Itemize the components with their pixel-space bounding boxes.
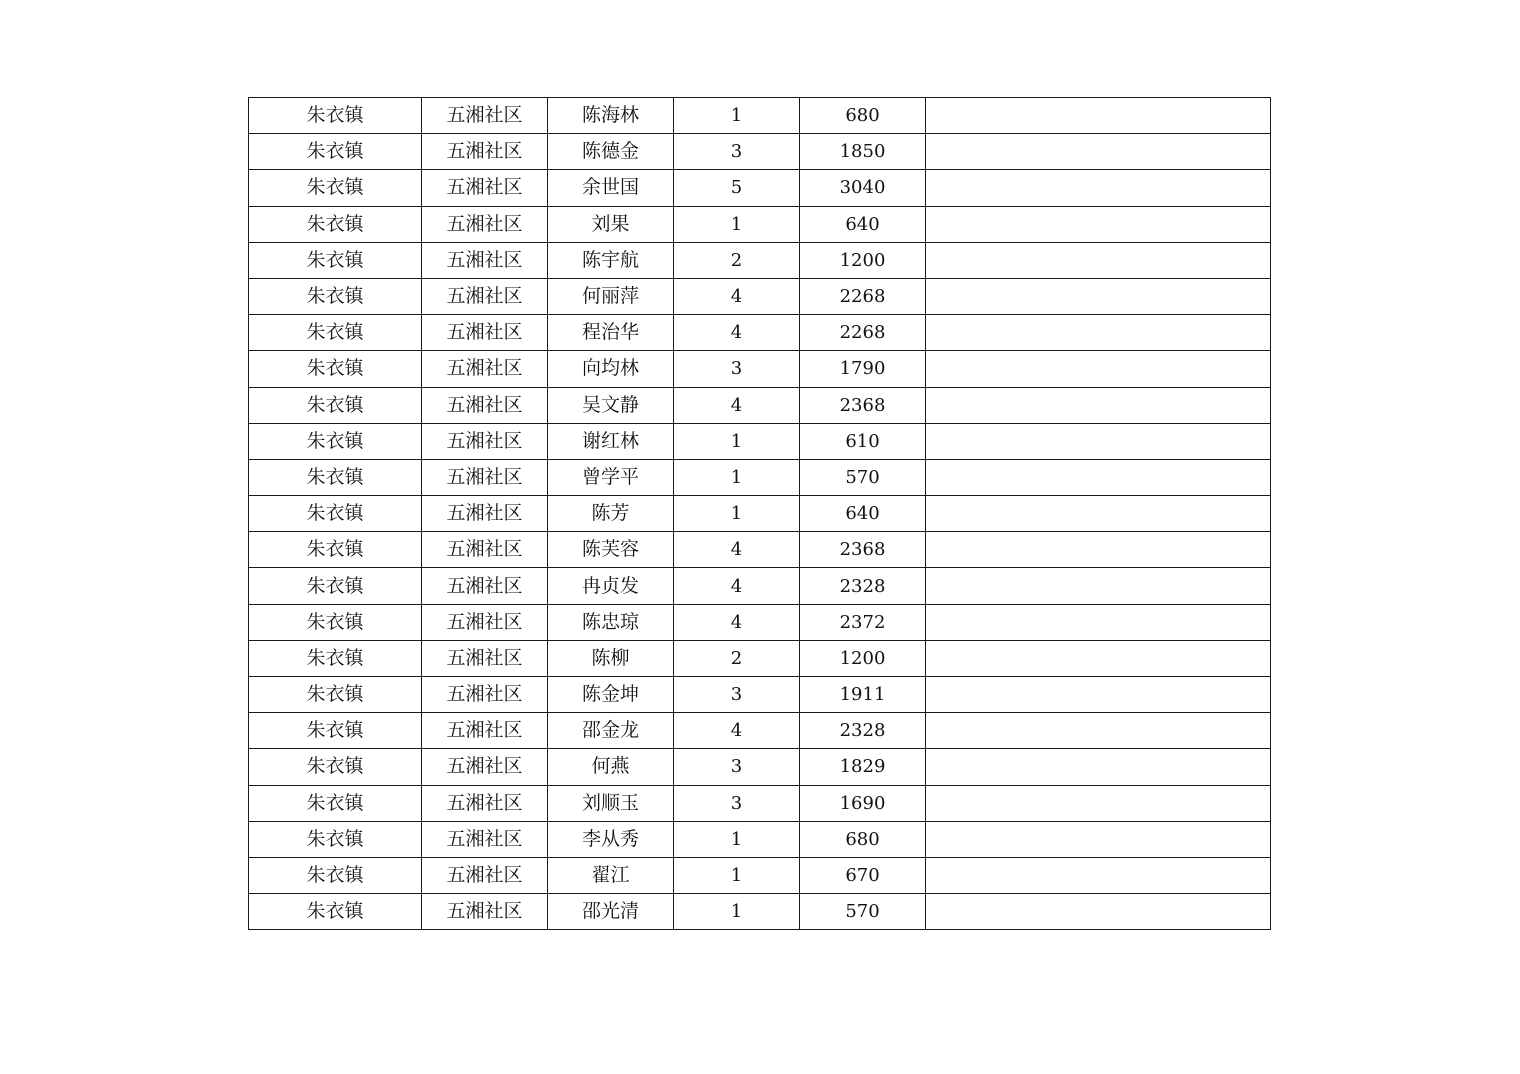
table-row xyxy=(249,315,1271,351)
amount-cell: 2268 xyxy=(800,315,926,351)
people-count-cell: 1 xyxy=(674,821,800,857)
people-count-cell: 4 xyxy=(674,604,800,640)
town-cell: 朱衣镇 xyxy=(249,459,422,495)
amount-cell: 3040 xyxy=(800,170,926,206)
note-cell xyxy=(926,894,1271,930)
amount-cell: 640 xyxy=(800,206,926,242)
people-count-cell: 4 xyxy=(674,278,800,314)
note-cell xyxy=(926,496,1271,532)
town-cell: 朱衣镇 xyxy=(249,242,422,278)
town-cell: 朱衣镇 xyxy=(249,496,422,532)
name-cell: 向均林 xyxy=(548,351,674,387)
amount-cell: 1690 xyxy=(800,785,926,821)
amount-cell: 2268 xyxy=(800,278,926,314)
note-cell xyxy=(926,98,1271,134)
table-row xyxy=(249,821,1271,857)
amount-cell: 2328 xyxy=(800,568,926,604)
community-cell: 五湘社区 xyxy=(422,857,548,893)
town-cell: 朱衣镇 xyxy=(249,423,422,459)
people-count-cell: 1 xyxy=(674,894,800,930)
people-count-cell: 4 xyxy=(674,315,800,351)
table-row xyxy=(249,532,1271,568)
town-cell: 朱衣镇 xyxy=(249,821,422,857)
amount-cell: 1829 xyxy=(800,749,926,785)
note-cell xyxy=(926,785,1271,821)
town-cell: 朱衣镇 xyxy=(249,749,422,785)
town-cell: 朱衣镇 xyxy=(249,351,422,387)
amount-cell: 680 xyxy=(800,821,926,857)
community-cell: 五湘社区 xyxy=(422,315,548,351)
name-cell: 陈宇航 xyxy=(548,242,674,278)
note-cell xyxy=(926,170,1271,206)
people-count-cell: 3 xyxy=(674,134,800,170)
people-count-cell: 4 xyxy=(674,387,800,423)
name-cell: 翟江 xyxy=(548,857,674,893)
name-cell: 吴文静 xyxy=(548,387,674,423)
community-cell: 五湘社区 xyxy=(422,98,548,134)
note-cell xyxy=(926,713,1271,749)
table-row xyxy=(249,134,1271,170)
table-row xyxy=(249,568,1271,604)
town-cell: 朱衣镇 xyxy=(249,604,422,640)
town-cell: 朱衣镇 xyxy=(249,894,422,930)
table-row xyxy=(249,785,1271,821)
name-cell: 陈海林 xyxy=(548,98,674,134)
table-row xyxy=(249,387,1271,423)
note-cell xyxy=(926,242,1271,278)
community-cell: 五湘社区 xyxy=(422,640,548,676)
community-cell: 五湘社区 xyxy=(422,170,548,206)
amount-cell: 2372 xyxy=(800,604,926,640)
town-cell: 朱衣镇 xyxy=(249,568,422,604)
table-row xyxy=(249,640,1271,676)
people-count-cell: 3 xyxy=(674,785,800,821)
table-row xyxy=(249,423,1271,459)
town-cell: 朱衣镇 xyxy=(249,278,422,314)
community-cell: 五湘社区 xyxy=(422,821,548,857)
name-cell: 冉贞发 xyxy=(548,568,674,604)
name-cell: 余世国 xyxy=(548,170,674,206)
note-cell xyxy=(926,821,1271,857)
amount-cell: 2368 xyxy=(800,387,926,423)
name-cell: 陈芙容 xyxy=(548,532,674,568)
note-cell xyxy=(926,278,1271,314)
note-cell xyxy=(926,351,1271,387)
community-cell: 五湘社区 xyxy=(422,604,548,640)
community-cell: 五湘社区 xyxy=(422,496,548,532)
name-cell: 程治华 xyxy=(548,315,674,351)
table-row xyxy=(249,206,1271,242)
name-cell: 曾学平 xyxy=(548,459,674,495)
people-count-cell: 1 xyxy=(674,459,800,495)
town-cell: 朱衣镇 xyxy=(249,532,422,568)
people-count-cell: 3 xyxy=(674,351,800,387)
community-cell: 五湘社区 xyxy=(422,278,548,314)
town-cell: 朱衣镇 xyxy=(249,713,422,749)
note-cell xyxy=(926,677,1271,713)
name-cell: 陈金坤 xyxy=(548,677,674,713)
community-cell: 五湘社区 xyxy=(422,459,548,495)
name-cell: 何燕 xyxy=(548,749,674,785)
name-cell: 谢红林 xyxy=(548,423,674,459)
note-cell xyxy=(926,640,1271,676)
town-cell: 朱衣镇 xyxy=(249,315,422,351)
community-cell: 五湘社区 xyxy=(422,206,548,242)
name-cell: 刘果 xyxy=(548,206,674,242)
note-cell xyxy=(926,134,1271,170)
town-cell: 朱衣镇 xyxy=(249,170,422,206)
table-row xyxy=(249,749,1271,785)
people-count-cell: 3 xyxy=(674,749,800,785)
community-cell: 五湘社区 xyxy=(422,423,548,459)
community-cell: 五湘社区 xyxy=(422,677,548,713)
name-cell: 邵光清 xyxy=(548,894,674,930)
table-row xyxy=(249,170,1271,206)
name-cell: 刘顺玉 xyxy=(548,785,674,821)
table-row xyxy=(249,98,1271,134)
note-cell xyxy=(926,532,1271,568)
town-cell: 朱衣镇 xyxy=(249,677,422,713)
people-count-cell: 4 xyxy=(674,532,800,568)
amount-cell: 570 xyxy=(800,894,926,930)
community-cell: 五湘社区 xyxy=(422,894,548,930)
people-count-cell: 3 xyxy=(674,677,800,713)
people-count-cell: 2 xyxy=(674,242,800,278)
amount-cell: 2328 xyxy=(800,713,926,749)
note-cell xyxy=(926,857,1271,893)
data-table xyxy=(248,97,1271,930)
note-cell xyxy=(926,315,1271,351)
note-cell xyxy=(926,423,1271,459)
people-count-cell: 1 xyxy=(674,98,800,134)
town-cell: 朱衣镇 xyxy=(249,98,422,134)
table-row xyxy=(249,857,1271,893)
note-cell xyxy=(926,749,1271,785)
name-cell: 陈柳 xyxy=(548,640,674,676)
name-cell: 陈芳 xyxy=(548,496,674,532)
community-cell: 五湘社区 xyxy=(422,134,548,170)
amount-cell: 670 xyxy=(800,857,926,893)
table-row xyxy=(249,278,1271,314)
amount-cell: 640 xyxy=(800,496,926,532)
community-cell: 五湘社区 xyxy=(422,749,548,785)
name-cell: 何丽萍 xyxy=(548,278,674,314)
amount-cell: 570 xyxy=(800,459,926,495)
amount-cell: 2368 xyxy=(800,532,926,568)
town-cell: 朱衣镇 xyxy=(249,785,422,821)
town-cell: 朱衣镇 xyxy=(249,640,422,676)
note-cell xyxy=(926,459,1271,495)
table-row xyxy=(249,351,1271,387)
people-count-cell: 5 xyxy=(674,170,800,206)
table-row xyxy=(249,604,1271,640)
note-cell xyxy=(926,568,1271,604)
town-cell: 朱衣镇 xyxy=(249,387,422,423)
note-cell xyxy=(926,387,1271,423)
people-count-cell: 1 xyxy=(674,206,800,242)
people-count-cell: 4 xyxy=(674,713,800,749)
name-cell: 陈忠琼 xyxy=(548,604,674,640)
table-row xyxy=(249,242,1271,278)
community-cell: 五湘社区 xyxy=(422,351,548,387)
people-count-cell: 1 xyxy=(674,496,800,532)
amount-cell: 680 xyxy=(800,98,926,134)
table-row xyxy=(249,677,1271,713)
amount-cell: 1200 xyxy=(800,640,926,676)
town-cell: 朱衣镇 xyxy=(249,857,422,893)
table-row xyxy=(249,459,1271,495)
name-cell: 李从秀 xyxy=(548,821,674,857)
community-cell: 五湘社区 xyxy=(422,242,548,278)
amount-cell: 1790 xyxy=(800,351,926,387)
amount-cell: 1200 xyxy=(800,242,926,278)
table-row xyxy=(249,894,1271,930)
note-cell xyxy=(926,206,1271,242)
community-cell: 五湘社区 xyxy=(422,387,548,423)
table-body xyxy=(249,98,1271,930)
note-cell xyxy=(926,604,1271,640)
name-cell: 陈德金 xyxy=(548,134,674,170)
people-count-cell: 2 xyxy=(674,640,800,676)
amount-cell: 1911 xyxy=(800,677,926,713)
table-row xyxy=(249,496,1271,532)
town-cell: 朱衣镇 xyxy=(249,134,422,170)
people-count-cell: 4 xyxy=(674,568,800,604)
community-cell: 五湘社区 xyxy=(422,713,548,749)
town-cell: 朱衣镇 xyxy=(249,206,422,242)
community-cell: 五湘社区 xyxy=(422,785,548,821)
community-cell: 五湘社区 xyxy=(422,568,548,604)
community-cell: 五湘社区 xyxy=(422,532,548,568)
people-count-cell: 1 xyxy=(674,857,800,893)
people-count-cell: 1 xyxy=(674,423,800,459)
amount-cell: 610 xyxy=(800,423,926,459)
name-cell: 邵金龙 xyxy=(548,713,674,749)
amount-cell: 1850 xyxy=(800,134,926,170)
table-row xyxy=(249,713,1271,749)
